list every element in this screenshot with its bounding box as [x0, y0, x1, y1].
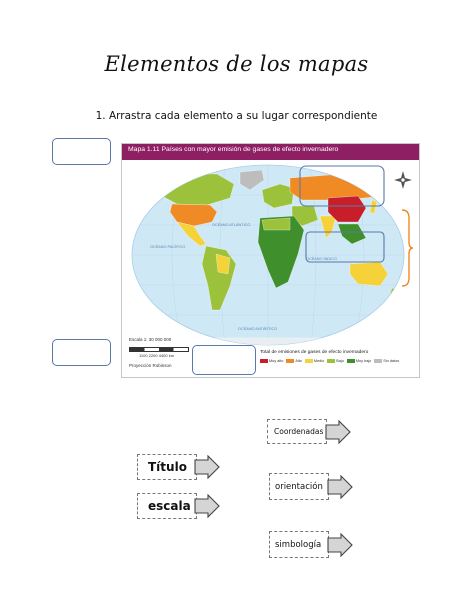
- legend-label: Medio: [313, 359, 325, 363]
- legend-item: [260, 359, 283, 363]
- legend-swatch: [305, 359, 313, 363]
- arrow-icon: [325, 420, 351, 444]
- arrow-icon: [327, 475, 353, 499]
- legend-items: [260, 359, 399, 363]
- legend-label: Sin datos: [383, 359, 400, 363]
- page-title: Elementos de los mapas: [104, 52, 369, 76]
- legend-item: [305, 359, 324, 363]
- card-label: simbología: [275, 539, 322, 550]
- ocean-label-antarctic: OCÉANO ANTÁRTICO: [238, 327, 278, 331]
- card-label: orientación: [275, 481, 323, 492]
- map-title: Mapa 1.11 Países con mayor emisión de gases de efecto invernadero: [128, 146, 339, 153]
- map-legend: [260, 350, 415, 374]
- arrow-icon: [194, 455, 220, 479]
- legend-swatch: [327, 359, 335, 363]
- legend-swatch: [260, 359, 268, 363]
- compass-rose-icon: [394, 171, 412, 189]
- card-label: Título: [148, 460, 187, 474]
- card-label: Coordenadas: [274, 427, 324, 436]
- card-escala[interactable]: [137, 493, 197, 519]
- projection-label: Proyección Robinson: [129, 363, 172, 368]
- world-map: [121, 143, 420, 378]
- ocean-label-indian: OCÉANO ÍNDICO: [306, 257, 337, 261]
- card-label: escala: [148, 499, 191, 513]
- instruction-text: 1. Arrastra cada elemento a su lugar correspondiente: [95, 110, 378, 122]
- scale-label: Escala 1: 30 000 000: [129, 337, 172, 342]
- drop-target-scale[interactable]: [52, 339, 111, 366]
- arrow-icon: [327, 533, 353, 557]
- legend-item: [327, 359, 344, 363]
- legend-label: Bajo: [336, 359, 344, 363]
- ocean-label-atlantic: OCÉANO ATLÁNTICO: [212, 223, 251, 227]
- legend-label: Alto: [295, 359, 302, 363]
- legend-label: Muy alto: [269, 359, 284, 363]
- map-scale: [129, 337, 199, 373]
- bracket-icon: [400, 208, 414, 288]
- legend-title: Total de emisiones de gases de efecto invernadero: [260, 350, 369, 355]
- drop-target-title[interactable]: [52, 138, 111, 165]
- arrow-icon: [194, 494, 220, 518]
- world-map-image: [122, 160, 419, 350]
- card-orientacion[interactable]: [269, 473, 329, 500]
- ocean-label-pacific: OCÉANO PACÍFICO: [150, 245, 186, 249]
- drop-target-symbology[interactable]: [192, 345, 256, 375]
- legend-item: [374, 359, 399, 363]
- legend-item: [347, 359, 371, 363]
- scale-bar: [129, 347, 189, 352]
- legend-label: Muy bajo: [355, 359, 372, 363]
- legend-swatch: [374, 359, 382, 363]
- legend-swatch: [347, 359, 355, 363]
- legend-item: [286, 359, 302, 363]
- card-simbologia[interactable]: [269, 531, 329, 558]
- card-titulo[interactable]: [137, 454, 197, 480]
- map-header: [122, 144, 419, 160]
- scale-ticks: 1100 2200 4400 km: [139, 353, 175, 358]
- legend-swatch: [286, 359, 294, 363]
- card-coordenadas[interactable]: [267, 419, 327, 444]
